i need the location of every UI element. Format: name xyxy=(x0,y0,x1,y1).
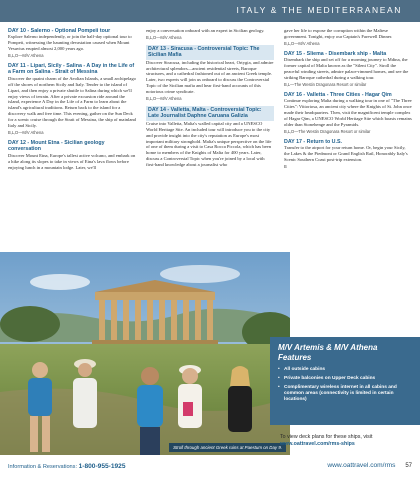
day-description: Discover the quaint charm of the Aeolian Islands, a small archipelago off the shores of northern Sicily and Italy. Tender to the island of Lipari, and then enjoy a private shuttle to Salina during which we'll enjoy views of terrain. After a private excursion ride around the island, experience A Day in the Life of a Farm to learn about the island's agricultural traditions. Return back to the island for a discovery walk and free time. This evening, gather on the Sun Deck for a scenic cruise through the Strait of Messina, the ship of mainland Italy and Sicily. xyxy=(8,75,136,129)
reservations-info xyxy=(8,463,126,470)
feature-list xyxy=(278,367,412,403)
day-title: DAY 13 - Siracusa - Controversial Topic: The Sicilian Mafia xyxy=(146,45,274,60)
day-description: gave her life to expose the corruption within the Maltese government. Tonight, enjoy our Captain's Farewell Dinner. xyxy=(284,28,393,39)
day-title: DAY 17 - Return to U.S. xyxy=(284,138,342,145)
meals-line: B,L,D—The Westin Dragonara Resort or similar xyxy=(284,128,371,134)
day-description: Explore Salerno independently, or join the half-day optional tour to Pompeii, witnessing the haunting devastation caused when Mount Vesuvius erupted almost 2,000 years ago. xyxy=(8,34,132,52)
meals-line: B,L,D—M/V Athena xyxy=(146,34,182,40)
meals-line: B,L,D—M/V Athena xyxy=(284,40,320,46)
meals-line: B xyxy=(284,163,287,169)
day-entry xyxy=(284,51,412,88)
deck-plans-link[interactable]: www.oattravel.com/rms-ships xyxy=(280,440,355,447)
day-entry xyxy=(146,106,274,168)
photo-caption: Stroll through ancient Greek ruins at Paestum on Day 9. xyxy=(169,443,286,452)
ruins-illustration xyxy=(0,252,290,455)
meals-line: B,L—The Westin Dragonara Resort or similar xyxy=(284,81,367,87)
ship-features-title: M/V Artemis & M/V Athena Features xyxy=(278,343,378,362)
section-header-bar xyxy=(0,0,420,22)
day-description: Transfer to the airport for your return home. Or, begin your Sicily, the Lakes & the Piedmont or Grand English Rail, Honorably Italy's Scenic Southern Coast post-trip extension. xyxy=(284,144,408,162)
day-entry xyxy=(146,28,274,41)
meals-line: B,L,D—M/V Athena xyxy=(146,96,182,102)
day-entry xyxy=(146,45,274,102)
itinerary-column-3 xyxy=(284,28,412,174)
day-description: Disembark the ship and set off for a morning journey to Mdina, the former capital of Malta known as the "Silent City". Stroll the peaceful winding streets, admire palace-rimmed homes, and see the striking Baroque cathedral during a walking tour. xyxy=(284,57,409,80)
meals-line: B,L,D—M/V Athena xyxy=(8,130,44,135)
footer-site xyxy=(327,462,412,469)
day-description: Discover Siracusa, including the historical heart, Ortygia, and admire architectural splendors—ancient residential streets, Baroque structures, and a cathedral fashioned out of an ancient Greek temple. Later, two experts will join us onboard to discuss the Controversial Topic of the Sicilian mafia and hear first-hand accounts of this notorious crime syndicate. xyxy=(146,59,274,95)
website-link[interactable]: www.oattravel.com/rms xyxy=(327,462,396,469)
feature-item: • All outside cabins xyxy=(278,367,412,373)
page-footer xyxy=(0,456,420,480)
day-title: DAY 11 - Lipari, Sicily - Salina - A Day in the Life of a Farm on Salina - Strait of Messina xyxy=(8,63,135,76)
meals-line: B,L,D—M/V Athena xyxy=(8,53,44,59)
travelers-photo xyxy=(0,252,290,455)
feature-item: • Private balconies on Upper Deck cabins xyxy=(278,376,412,382)
day-entry xyxy=(284,28,412,47)
day-entry xyxy=(8,28,136,59)
page-number: 57 xyxy=(405,463,412,469)
reservations-label: Information & Reservations: xyxy=(8,464,78,470)
day-title: DAY 10 - Salerno - Optional Pompeii tour xyxy=(8,28,111,34)
day-entry xyxy=(8,140,136,171)
deck-plans-note xyxy=(270,432,420,449)
day-title: DAY 14 - Valletta, Malta - Controversial Topic: Late Journalist Daphne Caruana Galizia xyxy=(146,106,274,121)
day-description: Cruise into Valletta, Malta's walled capital city and a UNESCO World Heritage Site. An included tour will introduce you to the city and provide insight into the city's reputation as Europe's most important military stronghold. Malta's unique perspective on the life of one of them during a visit to Casa Rocca Piccola, which has been home to members of the Knights of Malta for 400 years. Later, discuss a Controversial Topic when you're joined by a local with first-hand knowledge about a journalist who xyxy=(146,120,272,168)
ship-features-panel xyxy=(270,337,420,425)
day-title: DAY 15 - Sliema - Disembark ship - Malta xyxy=(284,50,387,57)
day-entry xyxy=(8,63,136,136)
phone-number[interactable]: 1-800-955-1925 xyxy=(78,463,126,470)
day-description: Discover Mount Etna, Europe's tallest active volcano, and embark on a hike along its slopes to take in views of Etna's lava flows before enjoying lunch in a mountain lodge. Later, we'll xyxy=(8,152,136,170)
feature-item: • Complimentary wireless internet in all cabins and common areas (connectivity is limited in certain locations) xyxy=(278,385,412,403)
day-description: Continue exploring Malta during a walking tour in one of "The Three Cities": Vittoriosa, an ancient city where the Knights of St. John once made their headquarters. Then, visit the magnificent temple complex of Hagar Qim, a UNESCO World Heritage Site which boasts remains older than Stonehenge and the Pyramids. xyxy=(284,98,412,127)
itinerary-column-2 xyxy=(146,28,274,172)
day-title: DAY 12 - Mount Etna - Sicilian geology conversation xyxy=(8,139,105,153)
day-entry xyxy=(284,92,412,135)
day-description: enjoy a conversation onboard with an expert in Sicilian geology. xyxy=(146,28,265,33)
section-title: ITALY & THE MEDITERRANEAN xyxy=(236,5,402,15)
day-entry xyxy=(284,139,412,170)
deck-plans-text: To view deck plans for these ships, visit xyxy=(280,434,373,440)
day-title: DAY 16 - Valletta - Three Cities - Hagar Qim xyxy=(284,91,392,98)
itinerary-column-1 xyxy=(8,28,136,174)
